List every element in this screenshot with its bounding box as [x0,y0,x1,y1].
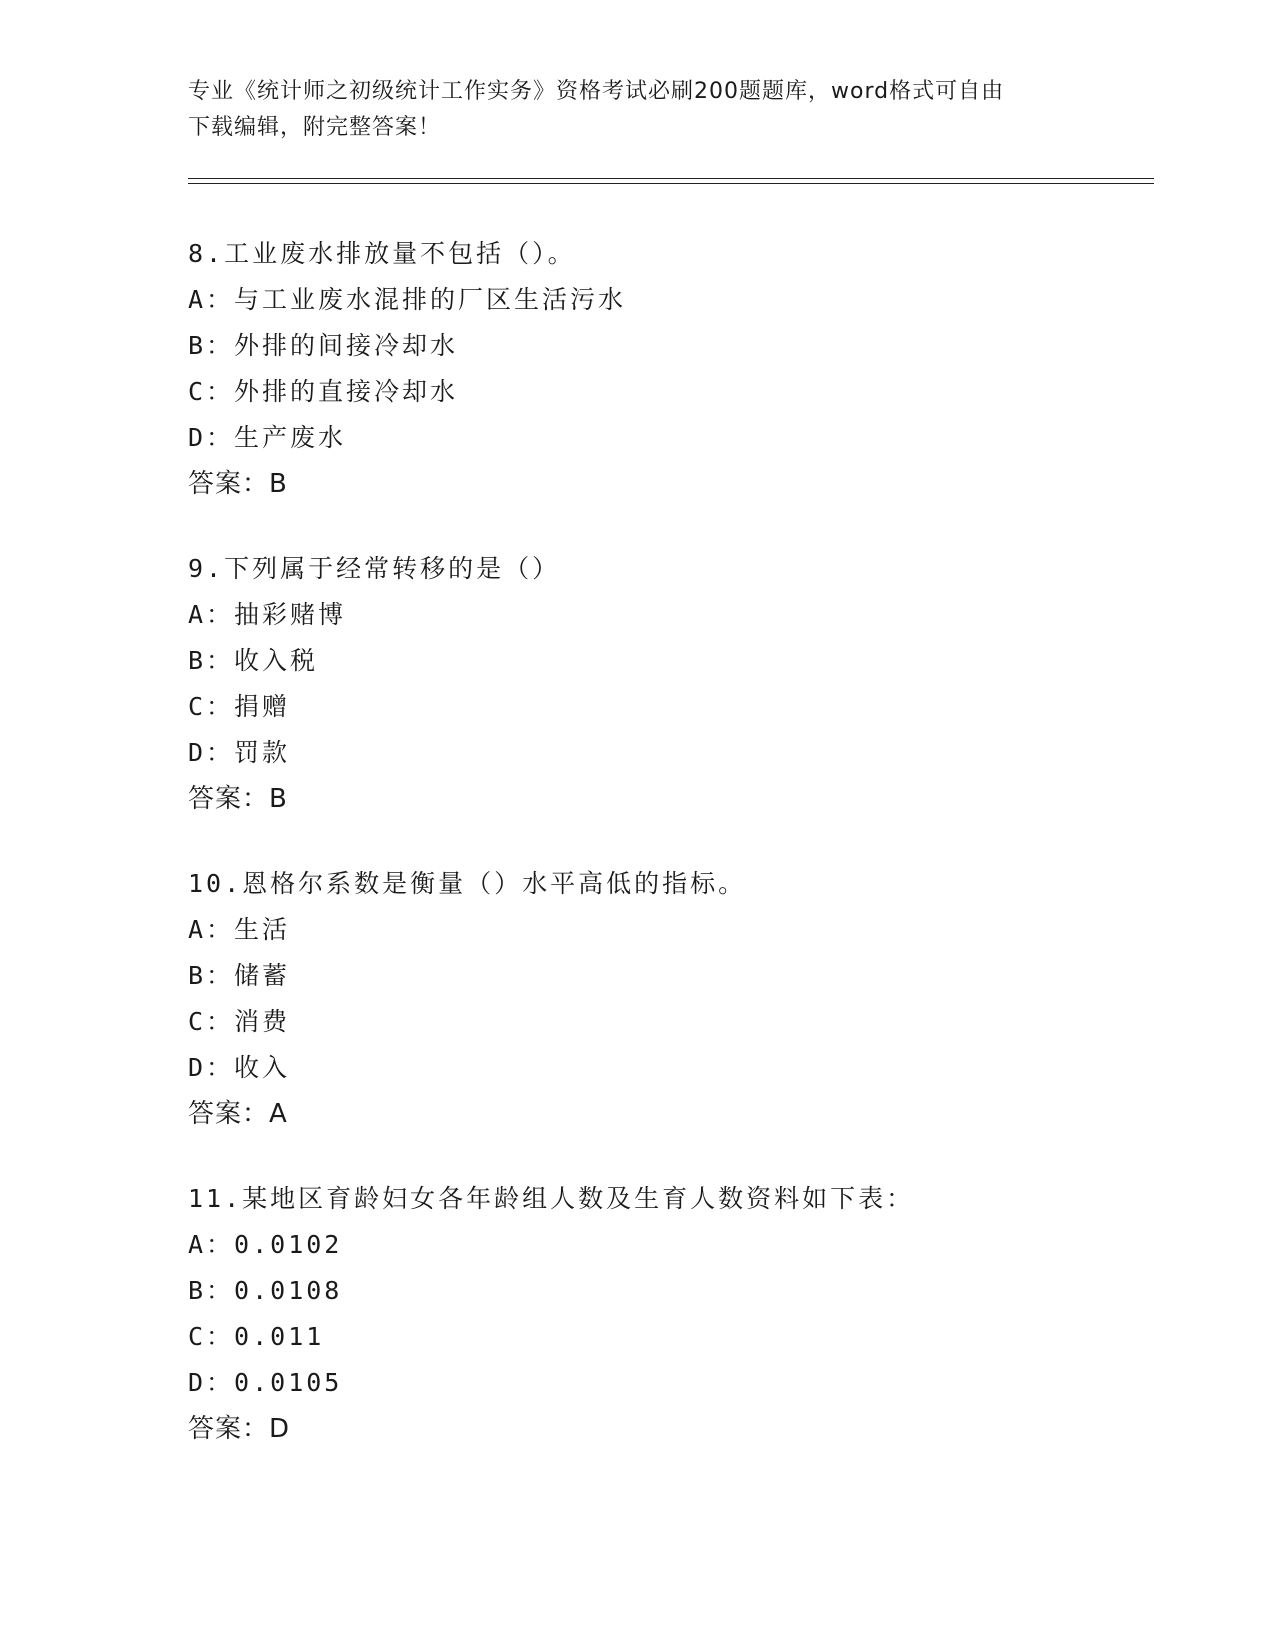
answer-line: 答案：B [188,784,288,814]
option-c: C：外排的直接冷却水 [188,377,459,406]
option-a: A：抽彩赌博 [188,600,347,629]
header-divider-top [188,178,1154,179]
option-d: D：生产废水 [188,423,347,452]
option-a: A：0.0102 [188,1230,343,1259]
option-b: B：储蓄 [188,961,291,990]
question-stem: 9.下列属于经常转移的是（） [188,554,561,583]
header-line-1: 专业《统计师之初级统计工作实务》资格考试必刷200题题库，word格式可自由 [188,79,1005,104]
answer-line: 答案：D [188,1414,291,1444]
document-header [188,74,1088,146]
option-a: A：与工业废水混排的厂区生活污水 [188,285,627,314]
header-line-2: 下载编辑，附完整答案！ [188,115,442,140]
option-c: C：消费 [188,1007,291,1036]
question-10 [188,861,1088,1137]
question-stem: 8.工业废水排放量不包括（）。 [188,239,576,268]
option-a: A：生活 [188,915,291,944]
option-b: B：收入税 [188,646,319,675]
option-d: D：0.0105 [188,1368,343,1397]
question-9 [188,546,1088,822]
option-d: D：收入 [188,1053,291,1082]
option-c: C：0.011 [188,1322,325,1351]
header-divider-bottom [188,183,1154,184]
question-stem: 10.恩格尔系数是衡量（）水平高低的指标。 [188,869,747,898]
option-b: B：外排的间接冷却水 [188,331,459,360]
option-d: D：罚款 [188,738,291,767]
answer-line: 答案：A [188,1099,288,1129]
question-8 [188,231,1088,507]
question-11 [188,1176,1088,1452]
answer-line: 答案：B [188,469,288,499]
question-stem: 11.某地区育龄妇女各年龄组人数及生育人数资料如下表： [188,1184,915,1213]
option-c: C：捐赠 [188,692,291,721]
option-b: B：0.0108 [188,1276,343,1305]
